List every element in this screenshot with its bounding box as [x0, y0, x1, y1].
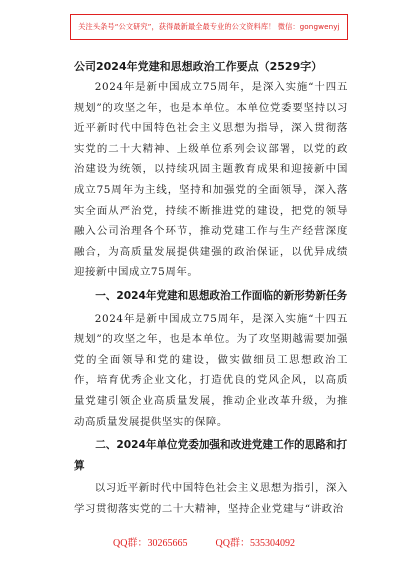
document-body — [74, 57, 348, 519]
intro-paragraph: 2024年是新中国成立75周年，是深入实施“十四五规划”的攻坚之年，也是本单位。本单位党委要坚持以习近平新时代中国特色社会主义思想为指导，深入贯彻落实党的二十大精神、上级单位系列会议部署，以党的政治建设为统领，以持续巩固主题教育成果和迎接新中国成立75周年为主线，坚持和加强党的全面领导，深入落实全面从严治党，持续不断推进党的建设，把党的领导融入公司治理各个环节，推动党建工作与生产经营深度融合，为高质量发展提供建强的政治保证，以优异成绩迎接新中国成立75周年。 — [74, 81, 348, 279]
promo-banner-text: 关注头条号“公文研究”，获得最新最全最专业的公文资料库！ 微信：gongwenyj — [78, 22, 340, 31]
promo-banner — [70, 14, 348, 40]
footer-qq-group-2: QQ群：535304092 — [215, 538, 295, 549]
section2-paragraph: 以习近平新时代中国特色社会主义思想为指引，深入学习贯彻落实党的二十大精神，坚持企业党建与“讲政治 — [74, 482, 348, 515]
section-heading-1: 一、2024年党建和思想政治工作面临的新形势新任务 — [95, 289, 348, 302]
footer-contacts — [0, 534, 408, 549]
section1-paragraph: 2024年是新中国成立75周年，是深入实施“十四五规划”的攻坚之年，也是本单位。为了攻坚期越需要加强党的全面领导和党的建设，做实做细员工思想政治工作，培育优秀企业文化，打造优良的党风企风，以高质量党建引领企业高质量发展，推动企业改革升级，为推动高质量发展提供坚实的保障。 — [74, 312, 348, 428]
section-heading-2: 二、2024年单位党委加强和改进党建工作的思路和打算 — [74, 439, 348, 472]
footer-qq-group-1: QQ群：30265665 — [113, 538, 188, 549]
document-title: 公司2024年党建和思想政治工作要点（2529字） — [74, 60, 323, 73]
